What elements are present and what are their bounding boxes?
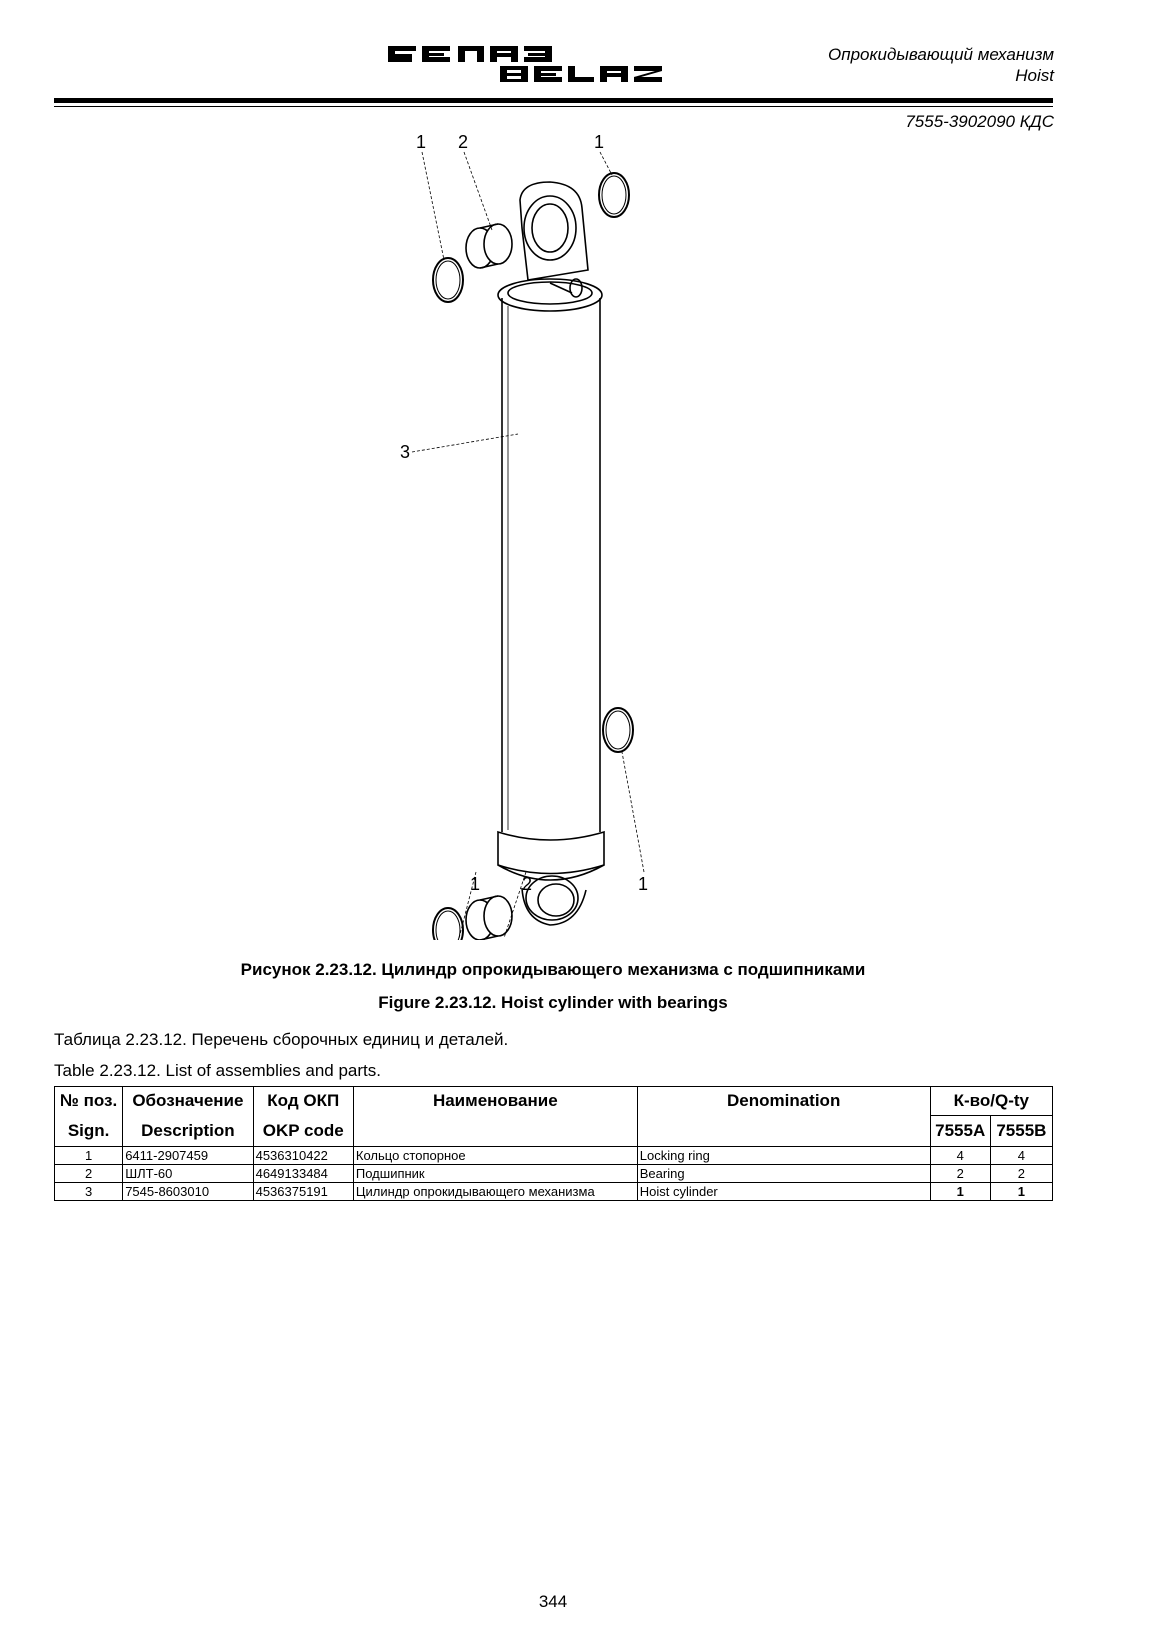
table-row — [55, 1165, 1053, 1183]
header-rule-thin — [54, 106, 1053, 107]
col-desig-ru: Обозначение — [123, 1087, 253, 1116]
figure-caption-en: Figure 2.23.12. Hoist cylinder with bearings — [378, 993, 728, 1012]
col-qty-7555b: 7555B — [990, 1116, 1052, 1147]
cell-okp: 4536310422 — [253, 1147, 353, 1165]
cell-pos: 2 — [55, 1165, 123, 1183]
cell-qty-a: 2 — [930, 1165, 990, 1183]
cell-qty-b: 1 — [990, 1183, 1052, 1201]
cell-qty-a: 4 — [930, 1147, 990, 1165]
belaz-logo — [388, 44, 668, 86]
cell-name-ru: Цилиндр опрокидывающего механизма — [353, 1183, 637, 1201]
col-okp-en: OKP code — [253, 1116, 353, 1147]
document-code: 7555-3902090 КДС — [905, 112, 1054, 131]
section-title-en: Hoist — [1015, 66, 1054, 85]
callout-1b: 1 — [594, 132, 605, 152]
table-row — [55, 1183, 1053, 1201]
cell-desig: 7545-8603010 — [123, 1183, 253, 1201]
section-title — [828, 44, 1054, 86]
parts-table — [54, 1086, 1053, 1201]
col-pos-en: Sign. — [55, 1116, 123, 1147]
cell-desig: ШЛТ-60 — [123, 1165, 253, 1183]
col-qty: К-во/Q-ty — [930, 1087, 1052, 1116]
cell-qty-a: 1 — [930, 1183, 990, 1201]
page-number: 344 — [538, 1592, 568, 1611]
cell-name-ru: Подшипник — [353, 1165, 637, 1183]
callout-1c: 1 — [470, 874, 481, 894]
cell-okp: 4649133484 — [253, 1165, 353, 1183]
col-desig-en: Description — [123, 1116, 253, 1147]
callout-1a: 1 — [416, 132, 427, 152]
col-pos-ru: № поз. — [55, 1087, 123, 1116]
callout-1d: 1 — [638, 874, 649, 894]
cell-pos: 1 — [55, 1147, 123, 1165]
callout-2a: 2 — [458, 132, 469, 152]
table-row — [55, 1147, 1053, 1165]
header-rule-thick — [54, 98, 1053, 103]
table-title-en: Table 2.23.12. List of assemblies and parts. — [54, 1061, 381, 1080]
cell-qty-b: 2 — [990, 1165, 1052, 1183]
cell-name-en: Hoist cylinder — [637, 1183, 930, 1201]
col-name-ru: Наименование — [353, 1087, 637, 1147]
col-qty-7555a: 7555A — [930, 1116, 990, 1147]
cell-pos: 3 — [55, 1183, 123, 1201]
callout-3: 3 — [400, 442, 411, 462]
cell-name-en: Locking ring — [637, 1147, 930, 1165]
cell-name-en: Bearing — [637, 1165, 930, 1183]
hoist-cylinder-drawing — [400, 130, 720, 940]
cell-okp: 4536375191 — [253, 1183, 353, 1201]
col-okp-ru: Код ОКП — [253, 1087, 353, 1116]
cell-desig: 6411-2907459 — [123, 1147, 253, 1165]
col-name-en: Denomination — [637, 1087, 930, 1147]
section-title-ru: Опрокидывающий механизм — [827, 45, 1054, 64]
cell-name-ru: Кольцо стопорное — [353, 1147, 637, 1165]
figure-caption-ru: Рисунок 2.23.12. Цилиндр опрокидывающего механизма с подшипниками — [240, 960, 866, 979]
callout-2b: 2 — [522, 874, 533, 894]
cell-qty-b: 4 — [990, 1147, 1052, 1165]
table-title-ru: Таблица 2.23.12. Перечень сборочных единиц и деталей. — [54, 1030, 509, 1049]
